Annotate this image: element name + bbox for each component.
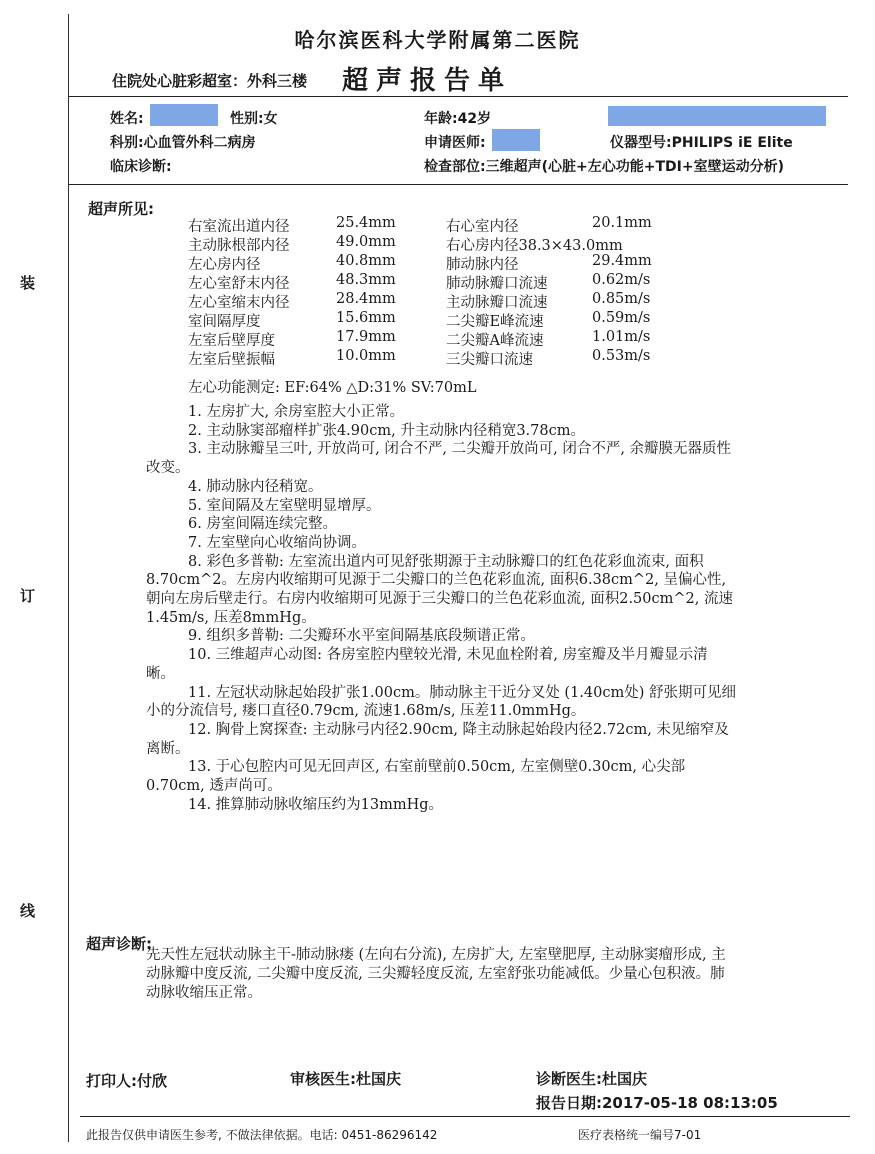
finding-item: 4. 肺动脉内径稍宽。: [188, 478, 323, 495]
clinical-diagnosis-label: 临床诊断:: [110, 159, 172, 175]
measurement-name: 三尖瓣口流速: [446, 352, 533, 368]
reviewer-label: 审核医生:杜国庆: [290, 1070, 401, 1088]
margin-char-xian: 线: [20, 902, 36, 920]
measurement-value: 1.01m/s: [592, 329, 651, 345]
measurement-name: 肺动脉内径: [446, 257, 519, 273]
finding-item: 6. 房室间隔连续完整。: [188, 516, 337, 533]
department-field: 科别:心血管外科二病房: [110, 135, 256, 151]
footer-note: 此报告仅供申请医生参考, 不做法律依据。电话: 0451-86296142: [86, 1128, 438, 1142]
footer-divider: [80, 1116, 850, 1117]
exam-site: 检查部位:三维超声(心脏+左心功能+TDI+室壁运动分析): [424, 159, 784, 175]
finding-item: 2. 主动脉窦部瘤样扩张4.90cm, 升主动脉内径稍宽3.78cm。: [188, 422, 585, 439]
measurement-value: 48.3mm: [336, 272, 396, 288]
measurement-name: 二尖瓣E峰流速: [446, 314, 544, 330]
finding-item: 7. 左室壁向心收缩尚协调。: [188, 534, 366, 551]
measurement-value: 20.1mm: [592, 215, 652, 231]
diagnosis-heading: 超声诊断:: [86, 935, 152, 953]
redacted-doctor: [492, 129, 540, 151]
requesting-doctor-label: 申请医师:: [424, 135, 486, 151]
margin-char-ding: 订: [20, 587, 36, 605]
measurement-name: 二尖瓣A峰流速: [446, 333, 544, 349]
finding-item: 1. 左房扩大, 余房室腔大小正常。: [188, 404, 405, 420]
measurement-value: 15.6mm: [336, 310, 396, 326]
measurement-name: 左心房内径: [188, 257, 261, 273]
measurement-name: 左室后壁厚度: [188, 333, 275, 349]
header-divider: [68, 96, 848, 97]
age-label: 年龄:42岁: [424, 111, 492, 127]
department-label: 住院处心脏彩超室：外科三楼: [112, 72, 308, 90]
measurement-value: 0.85m/s: [592, 291, 651, 307]
measurement-name: 室间隔厚度: [188, 314, 261, 330]
measurement-value: 29.4mm: [592, 253, 652, 269]
diagnosing-doctor-label: 诊断医生:杜国庆: [536, 1070, 647, 1088]
measurement-name: 主动脉根部内径: [188, 238, 290, 254]
finding-item: 12. 胸骨上窝探查: 主动脉弓内径2.90cm, 降主动脉起始段内径2.72cm, 未见缩窄及离断。: [146, 721, 729, 757]
margin-char-zhuang: 装: [20, 274, 36, 292]
finding-item: 8. 彩色多普勒: 左室流出道内可见舒张期源于主动脉瓣口的红色花彩血流束, 面积8.70cm^2。左房内收缩期可见源于二尖瓣口的兰色花彩血流, 面积6.38cm^2, 呈偏心性, 朝向左房后壁走行。右房内收缩期可见源于三尖瓣口的兰色花彩血流, 面积2.50cm^2, 流速1.45m/s, 压差8mmHg。: [146, 553, 733, 626]
measurement-name: 左室后壁振幅: [188, 352, 275, 368]
form-number: 医疗表格统一编号7-01: [578, 1128, 702, 1142]
device-model: 仪器型号:PHILIPS iE Elite: [610, 135, 793, 151]
measurement-value: 17.9mm: [336, 329, 396, 345]
finding-item: 10. 三维超声心动图: 各房室腔内壁较光滑, 未见血栓附着, 房室瓣及半月瓣显示清晰。: [146, 647, 708, 682]
redacted-id: [608, 106, 826, 126]
finding-item: 13. 于心包腔内可见无回声区, 右室前壁前0.50cm, 左室侧壁0.30cm, 心尖部0.70cm, 透声尚可。: [146, 759, 686, 795]
measurement-value: 49.0mm: [336, 234, 396, 250]
measurement-value: 28.4mm: [336, 291, 396, 307]
measurement-value: 0.59m/s: [592, 310, 651, 326]
report-title: 超声报告单: [342, 66, 513, 96]
name-label: 姓名:: [110, 111, 144, 127]
findings-list: [146, 403, 736, 814]
diagnosis-text: 先天性左冠状动脉主干-肺动脉瘘 (左向右分流), 左房扩大, 左室壁肥厚, 主动脉窦瘤形成, 主动脉瓣中度反流, 二尖瓣中度反流, 三尖瓣轻度反流, 左室舒张功能减低。少量心包积液。肺动脉收缩压正常。: [146, 947, 726, 1001]
measurement-name: 右室流出道内径: [188, 219, 290, 235]
measurement-value: 10.0mm: [336, 348, 396, 364]
finding-item: 11. 左冠状动脉起始段扩张1.00cm。肺动脉主干近分叉处 (1.40cm处) 舒张期可见细小的分流信号, 瘘口直径0.79cm, 流速1.68m/s, 压差11.0mmHg。: [146, 684, 737, 720]
measurement-name: 右心室内径: [446, 219, 519, 235]
finding-item: 3. 主动脉瓣呈三叶, 开放尚可, 闭合不严, 二尖瓣开放尚可, 闭合不严, 余瓣膜无器质性改变。: [146, 441, 732, 477]
measurement-value: 25.4mm: [336, 215, 396, 231]
measurement-value: 0.53m/s: [592, 348, 651, 364]
hospital-title: 哈尔滨医科大学附属第二医院: [294, 28, 581, 52]
left-heart-function: 左心功能测定: EF:64% △D:31% SV:70mL: [188, 380, 477, 396]
finding-item: 5. 室间隔及左室壁明显增厚。: [188, 497, 381, 514]
printer-label: 打印人:付欣: [86, 1072, 167, 1090]
gender-label: 性别:女: [230, 111, 278, 127]
redacted-name: [150, 104, 218, 126]
finding-item: 14. 推算肺动脉收缩压约为13mmHg。: [188, 796, 444, 813]
measurement-name: 肺动脉瓣口流速: [446, 276, 548, 292]
finding-item: 9. 组织多普勒: 二尖瓣环水平室间隔基底段频谱正常。: [188, 628, 535, 645]
measurement-value: 0.62m/s: [592, 272, 651, 288]
report-date: 报告日期:2017-05-18 08:13:05: [536, 1094, 778, 1112]
measurement-name: 左心室缩末内径: [188, 295, 290, 311]
measurement-name: 左心室舒末内径: [188, 276, 290, 292]
info-divider: [68, 184, 848, 185]
measurement-name: 主动脉瓣口流速: [446, 295, 548, 311]
findings-heading: 超声所见:: [88, 200, 154, 218]
measurement-value: 40.8mm: [336, 253, 396, 269]
measurement-name: 右心房内径38.3×43.0mm: [446, 238, 623, 254]
